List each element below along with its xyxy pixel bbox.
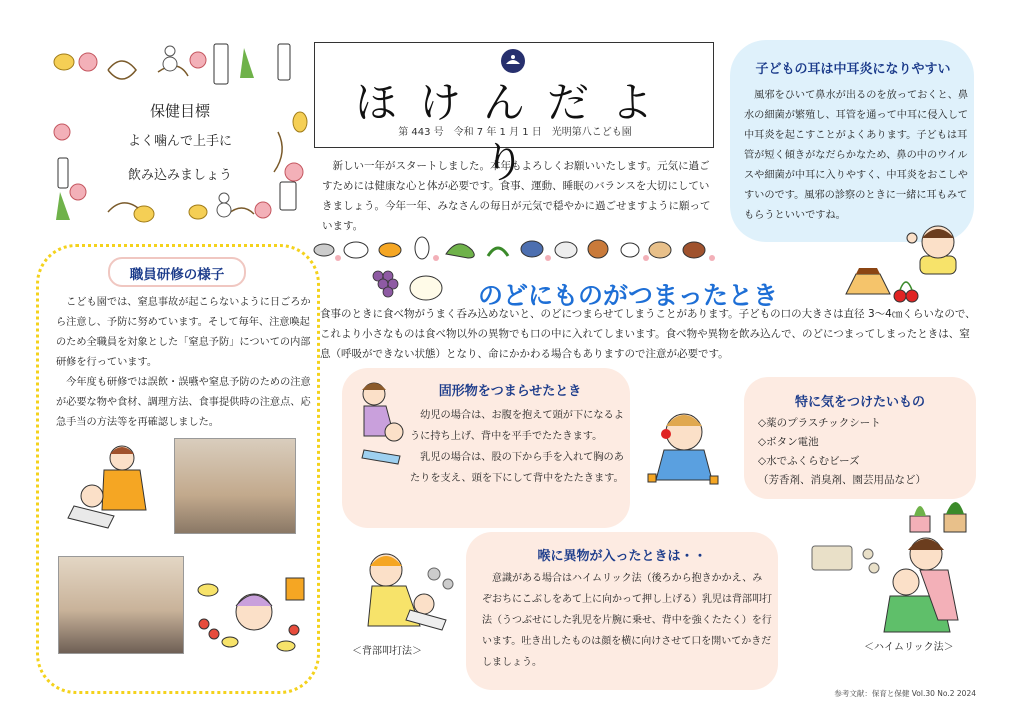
back-blows-illustration bbox=[350, 548, 460, 638]
solid-object-para1: 幼児の場合は、お腹を抱えて頭が下になるように持ち上げ、背中を平手でたたきます。 bbox=[410, 410, 624, 442]
ear-info-text: 風邪をひいて鼻水が出るのを放っておくと、鼻水の細菌が繁殖し、耳管を通って中耳に侵入して中耳炎を起こすことがよくあります。子どもは耳管が短く傾きがなだらかなため、鼻の中のウイルスや細菌が中耳に入りやすく、中耳炎をおこしやすいのです。風邪の診察のときに一緒に耳もみてもらうといいですね。 bbox=[744, 90, 969, 221]
staff-training-text bbox=[56, 293, 314, 433]
health-goal-line1: よく噛んで上手に bbox=[127, 134, 232, 149]
choking-hazard-foods-illustration bbox=[190, 572, 312, 654]
staff-training-para1: こども園では、窒息事故が起こらないように日ごろから注意し、予防に努めています。そして毎年、注意喚起のため全職員を対象とした「窒息予防」についての内部研修を行っています。 bbox=[56, 297, 311, 368]
choking-text: 食事のときに食べ物がうまく呑み込めないと、のどにつまらせてしまうことがあります。子どもの口の大きさは直径 3～4㎝くらいなので、これより小さなものは食べ物以外の異物でも口の中に入れてしまいます。食べ物や異物を飲み込んで、のどにつまってしまったときは、窒息（呼吸ができない状態）となり、命にかかわる場合もありますので注意が必要です。 bbox=[320, 308, 976, 360]
caution-item: ◇薬のプラスチックシート bbox=[758, 417, 881, 429]
plants-illustration bbox=[906, 494, 976, 534]
newsletter-title: ほけんだより bbox=[354, 78, 675, 187]
reference-note: 参考文献：保育と保健 Vol.30 No.2 2024 bbox=[834, 689, 976, 698]
staff-training-para2: 今年度も研修では誤飲・誤嚥や窒息予防のための注意が必要な物や食材、調理方法、食事提供時の注意点、応急手当の方法等を再確認しました。 bbox=[56, 377, 311, 428]
zodiac-animals-icon bbox=[312, 234, 724, 262]
caution-item: ◇ボタン電池 bbox=[758, 436, 819, 448]
caution-items-list bbox=[758, 414, 972, 490]
health-goal-title: 保健目標 bbox=[149, 102, 210, 120]
training-photo-2 bbox=[58, 556, 184, 654]
heimlich-caption: ＜ハイムリック法＞ bbox=[864, 642, 954, 653]
back-blows-caption: ＜背部叩打法＞ bbox=[352, 646, 422, 657]
choking-heading: のどにものがつまったとき bbox=[477, 281, 778, 310]
solid-object-title: 固形物をつまらせたとき bbox=[438, 384, 582, 399]
staff-training-title: 職員研修の様子 bbox=[129, 267, 225, 283]
baby-mouthing-toy-illustration bbox=[644, 404, 724, 488]
solid-object-para2: 乳児の場合は、股の下から手を入れて胸のあたりを支え、頭を下にして背中をたたきます。 bbox=[410, 452, 624, 484]
first-aid-illustration bbox=[64, 440, 168, 532]
solid-object-text bbox=[410, 405, 626, 489]
caution-note: （芳香剤、消臭剤、園芸用品など） bbox=[758, 474, 926, 486]
caution-items-title: 特に気をつけたいもの bbox=[794, 395, 925, 410]
pudding-cherry-illustration bbox=[842, 260, 918, 306]
throat-foreign-object-title: 喉に異物が入ったときは・・ bbox=[537, 549, 707, 564]
grapes-mochi-illustration bbox=[368, 264, 448, 308]
training-photo-1 bbox=[174, 438, 296, 534]
health-goal-line2: 飲み込みましょう bbox=[127, 168, 232, 183]
ear-info-title: 子どもの耳は中耳炎になりやすい bbox=[755, 62, 951, 77]
intro-text: 新しい一年がスタートしました。本年もよろしくお願いいたします。元気に過ごすためには健康な心と体が必要です。食事、運動、睡眠のバランスを大切にしていきましょう。今年一年、みなさんの毎日が元気で穏やかに過ごせますように願っています。 bbox=[322, 160, 711, 232]
throat-foreign-object-text: 意識がある場合はハイムリック法（後ろから抱きかかえ、みぞおちにこぶしをあて上に向かって押し上げる）乳児は背部叩打法（うつぶせにした乳児を片腕に乗せ、背中を強くたたく）を行います。吐き出したものは顔を横に向けさせて口を開いてかきだしましょう。 bbox=[482, 573, 772, 668]
heimlich-illustration bbox=[808, 534, 968, 634]
caution-item: ◇水でふくらむビーズ bbox=[758, 455, 860, 467]
issue-info: 第 443 号 令和 7 年 1 月 1 日 光明第八こども園 bbox=[398, 127, 632, 138]
